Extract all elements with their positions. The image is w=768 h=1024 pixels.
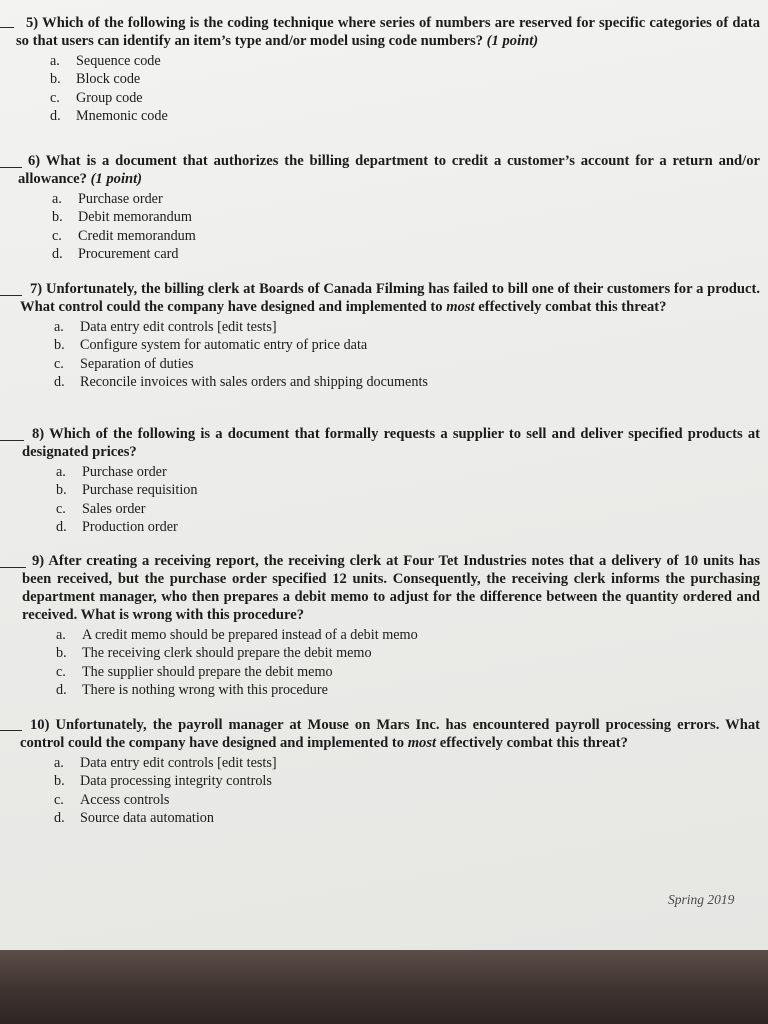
option-b: b. Data processing integrity controls	[54, 773, 272, 790]
question-number: 7)	[30, 281, 43, 297]
answer-blank[interactable]	[0, 730, 22, 731]
question-number: 6)	[28, 153, 41, 169]
option-b: b. Block code	[50, 71, 141, 88]
option-c: c. Sales order	[56, 500, 146, 517]
option-d: d. Mnemonic code	[50, 107, 168, 124]
question-text: Unfortunately, the billing clerk at Boards of Canada Filming has failed to bill one of their customers for a product. What control could the company have designed and implemented to	[20, 281, 761, 315]
question-stem	[0, 425, 760, 461]
option-b: b. Debit memorandum	[52, 209, 192, 226]
option-list	[54, 318, 760, 391]
desk-surface	[0, 950, 768, 1024]
option-b: b. Configure system for automatic entry of price data	[54, 337, 368, 354]
option-a: a. Data entry edit controls [edit tests]	[54, 319, 277, 335]
question-number: 5)	[26, 15, 39, 31]
question-9	[0, 552, 760, 699]
semester-footer: Spring 2019	[668, 892, 735, 907]
answer-blank[interactable]	[0, 295, 22, 296]
emphasis-most: most	[446, 299, 475, 315]
question-text: Which of the following is the coding technique where series of numbers are reserved for specific categories of data so that users can identify an item’s type and/or model using code numbers?	[16, 15, 760, 49]
answer-blank[interactable]	[0, 567, 26, 568]
question-stem	[0, 552, 760, 624]
option-a: a. A credit memo should be prepared instead of a debit memo	[56, 627, 418, 643]
point-value: (1 point)	[486, 33, 539, 49]
option-c: c. Separation of duties	[54, 355, 194, 372]
question-number: 10)	[30, 717, 50, 733]
question-text-end: effectively combat this threat?	[436, 735, 628, 751]
option-a: a. Purchase order	[56, 464, 167, 480]
answer-blank[interactable]	[0, 167, 22, 168]
option-d: d. Source data automation	[54, 809, 214, 826]
option-b: b. Purchase requisition	[56, 482, 198, 499]
option-d: d. Procurement card	[52, 245, 179, 262]
option-c: c. The supplier should prepare the debit memo	[56, 663, 333, 680]
question-text-end: effectively combat this threat?	[474, 299, 667, 315]
option-list	[56, 463, 760, 536]
question-stem	[0, 152, 760, 188]
option-d: d. Reconcile invoices with sales orders and shipping documents	[54, 373, 428, 390]
answer-blank[interactable]	[0, 440, 24, 441]
point-value: (1 point)	[90, 171, 143, 187]
option-a: a. Data entry edit controls [edit tests]	[54, 755, 277, 771]
option-list	[56, 626, 760, 699]
question-5	[0, 14, 760, 125]
question-text: What is a document that authorizes the billing department to credit a customer’s account for a return and/or allowance?	[18, 153, 760, 187]
emphasis-most: most	[407, 735, 437, 751]
question-stem	[0, 14, 760, 50]
question-number: 9)	[32, 553, 45, 569]
question-text: Which of the following is a document that formally requests a supplier to sell and deliver specified products at designated prices?	[22, 426, 760, 460]
option-c: c. Credit memorandum	[52, 227, 196, 244]
answer-blank[interactable]	[0, 27, 14, 28]
question-6	[0, 152, 760, 263]
question-7	[0, 280, 760, 391]
option-b: b. The receiving clerk should prepare the debit memo	[56, 645, 372, 662]
option-c: c. Access controls	[54, 791, 170, 808]
option-d: d. There is nothing wrong with this procedure	[56, 681, 328, 698]
option-list	[52, 190, 760, 263]
option-list	[50, 52, 760, 125]
option-a: a. Sequence code	[50, 53, 161, 69]
question-text: Unfortunately, the payroll manager at Mouse on Mars Inc. has encountered payroll processing errors. What control could the company have designed and implemented to	[20, 717, 760, 751]
question-stem	[0, 280, 760, 316]
option-c: c. Group code	[50, 89, 143, 106]
question-8	[0, 425, 760, 536]
option-a: a. Purchase order	[52, 191, 163, 207]
option-list	[54, 754, 760, 827]
question-10	[0, 716, 760, 827]
question-number: 8)	[32, 426, 45, 442]
question-text: After creating a receiving report, the receiving clerk at Four Tet Industries notes that a delivery of 10 units has been received, but the purchase order specified 12 units. Consequently, the receiving clerk informs the purchasing department manager, who then prepares a debit memo to adjust for the difference between the quantity ordered and received. What is wrong with this procedure?	[22, 553, 761, 623]
option-d: d. Production order	[56, 518, 178, 535]
question-stem	[0, 716, 760, 752]
